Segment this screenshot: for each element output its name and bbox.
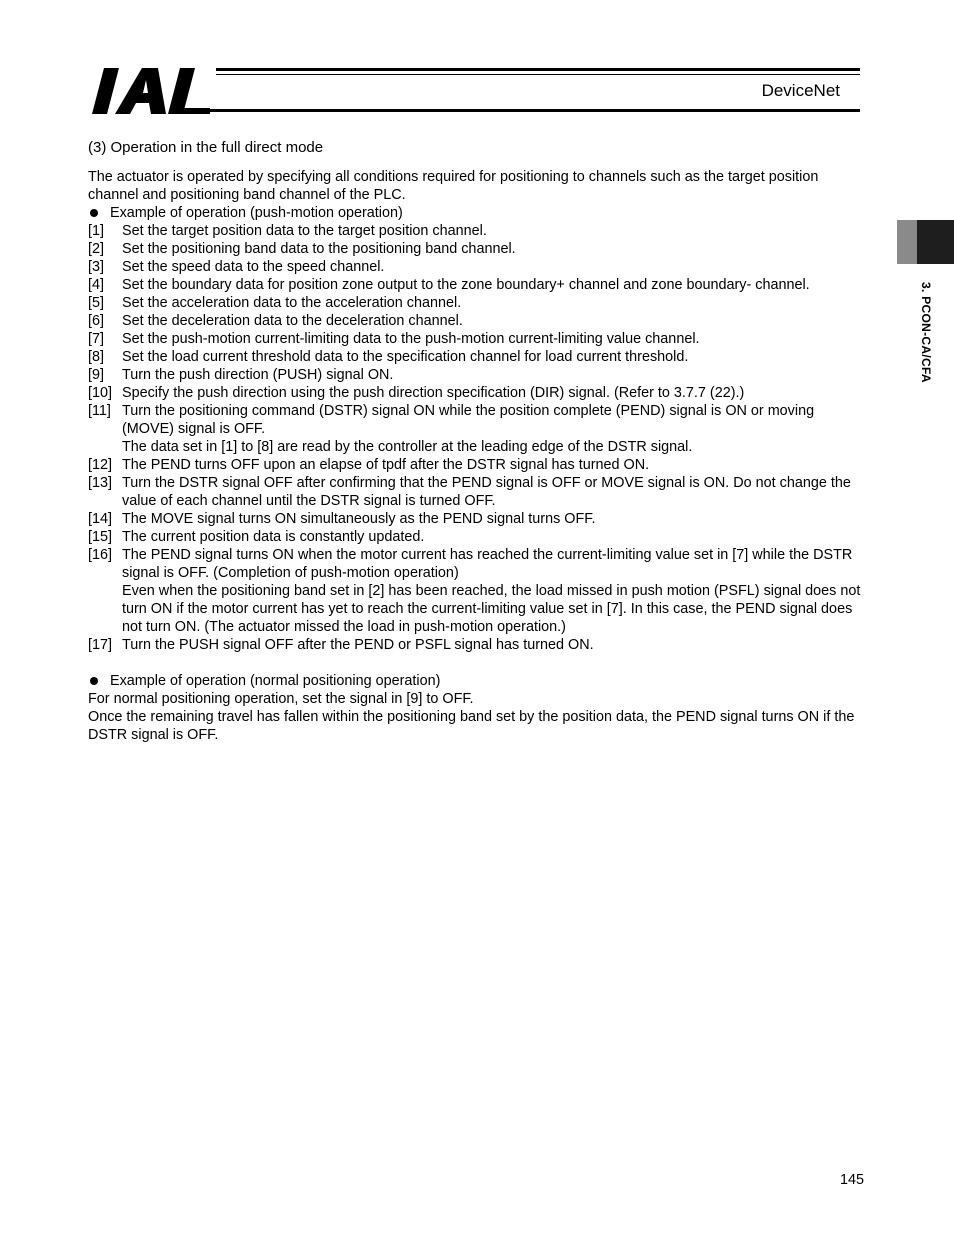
step-text [122,474,868,510]
step-list [88,222,868,654]
step-number: [17] [88,637,113,653]
step-text-line: Turn the DSTR signal OFF after confirming that the PEND signal is OFF or MOVE signal is ON. Do not change the value of each channel until the DSTR signal is turned OFF. [122,475,851,509]
step-text [122,312,868,330]
step-text [122,636,868,654]
step-number: [10] [88,385,113,401]
step-number: [16] [88,547,113,563]
step-number: [5] [88,295,104,311]
step-text-line: Set the push-motion current-limiting data to the push-motion current-limiting value channel. [122,331,700,347]
step-item [88,330,868,348]
step-text-line: The PEND signal turns ON when the motor current has reached the current-limiting value set in [7] while the DSTR signal is OFF. (Completion of push-motion operation) [122,547,853,581]
step-number: [11] [88,403,111,419]
step-text-line: Set the positioning band data to the positioning band channel. [122,241,516,257]
iai-logo [92,68,210,114]
step-text-line: Set the load current threshold data to the specification channel for load current threshold. [122,349,689,365]
step-item [88,240,868,258]
step-text [122,546,868,636]
step-item [88,402,868,456]
step-text-line: Set the target position data to the target position channel. [122,223,487,239]
step-item [88,546,868,636]
step-number: [9] [88,367,104,383]
example-title-normal: Example of operation (normal positioning operation) [110,673,441,689]
page-content [88,139,868,744]
step-text [122,330,868,348]
step-number: [1] [88,223,104,239]
bullet-dot-icon [90,677,98,685]
step-text [122,258,868,276]
intro-paragraph: The actuator is operated by specifying all conditions required for positioning to channels such as the target position channel and positioning band channel of the PLC. [88,169,819,203]
bullet-dot-icon [90,209,98,217]
side-tab-label: 3. PCON-CA/CFA [919,282,933,383]
step-number: [4] [88,277,104,293]
step-text [122,348,868,366]
step-number: [3] [88,259,104,275]
example-bullet-push [88,204,868,222]
step-item [88,312,868,330]
step-number: [2] [88,241,104,257]
step-text-line: Set the boundary data for position zone output to the zone boundary+ channel and zone boundary- channel. [122,277,810,293]
step-item [88,222,868,240]
step-text-line: The MOVE signal turns ON simultaneously as the PEND signal turns OFF. [122,511,596,527]
step-text [122,456,868,474]
header-title: DeviceNet [761,81,840,100]
step-text [122,294,868,312]
step-number: [15] [88,529,113,545]
step-text-line: Set the speed data to the speed channel. [122,259,385,275]
step-item [88,510,868,528]
step-text-line: Turn the PUSH signal OFF after the PEND or PSFL signal has turned ON. [122,637,594,653]
step-text-line: Specify the push direction using the push direction specification (DIR) signal. (Refer to 3.7.7 (22).) [122,385,745,401]
step-number: [14] [88,511,113,527]
step-text-line: The PEND turns OFF upon an elapse of tpdf after the DSTR signal has turned ON. [122,457,650,473]
step-number: [8] [88,349,104,365]
step-text [122,222,868,240]
step-item [88,528,868,546]
step-text [122,384,868,402]
header-rule-top-thin [216,74,860,75]
step-text-line: Set the deceleration data to the deceleration channel. [122,313,463,329]
step-text [122,510,868,528]
example-title-push: Example of operation (push-motion operation) [110,205,403,221]
step-item [88,294,868,312]
header-rule-top [216,68,860,71]
spacer [88,654,868,672]
example-bullet-normal [88,672,868,690]
step-text-line: Even when the positioning band set in [2] has been reached, the load missed in push motion (PSFL) signal does not turn ON if the motor current has yet to reach the current-limiting value set in [7]. In this case, the PEND signal does not turn ON. (The actuator missed the load in push-motion operation.) [122,583,861,635]
step-text-line: Turn the push direction (PUSH) signal ON. [122,367,394,383]
step-item [88,456,868,474]
step-item [88,348,868,366]
step-number: [7] [88,331,104,347]
step-item [88,258,868,276]
step-number: [6] [88,313,104,329]
step-item [88,474,868,510]
step-text-line: The current position data is constantly updated. [122,529,425,545]
step-item [88,384,868,402]
step-number: [13] [88,475,113,491]
step-text [122,240,868,258]
step-item [88,276,868,294]
step-text-line: The data set in [1] to [8] are read by the controller at the leading edge of the DSTR signal. [122,439,693,455]
step-item [88,636,868,654]
normal-operation-line-1: For normal positioning operation, set the signal in [9] to OFF. [88,691,474,707]
header-rule-bottom [205,109,860,112]
step-text [122,366,868,384]
page-number: 145 [840,1172,865,1188]
step-item [88,366,868,384]
step-text-line: Turn the positioning command (DSTR) signal ON while the position complete (PEND) signal is ON or moving (MOVE) signal is OFF. [122,403,815,437]
normal-operation-line-2: Once the remaining travel has fallen within the positioning band set by the position data, the PEND signal turns ON if the DSTR signal is OFF. [88,709,855,743]
step-number: [12] [88,457,113,473]
side-tab-marker-dark [917,220,954,264]
step-text-line: Set the acceleration data to the acceleration channel. [122,295,462,311]
step-text [122,528,868,546]
step-text [122,276,868,294]
side-tab-marker-light [897,220,917,264]
step-text [122,402,868,456]
section-heading: (3) Operation in the full direct mode [88,139,324,156]
